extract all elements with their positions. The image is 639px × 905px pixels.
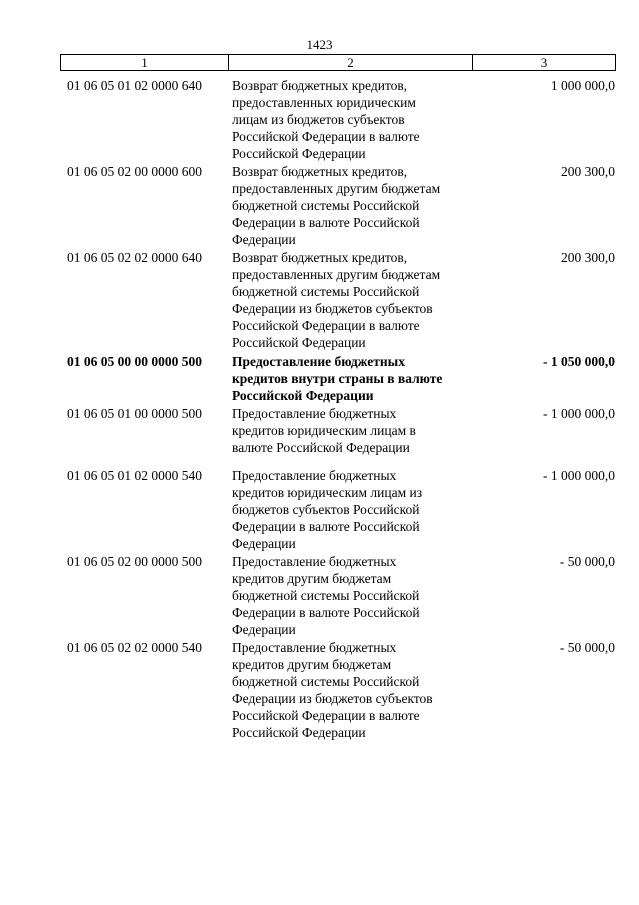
column-header-1: 1 [61,55,229,70]
description-line: Предоставление бюджетных [232,468,397,483]
amount: 200 300,0 [561,250,615,265]
description-line: кредитов внутри страны в валюте [232,371,443,386]
row-description [232,249,472,351]
description-line: Федерации [232,232,296,247]
amount: 200 300,0 [561,164,615,179]
budget-code: 01 06 05 01 02 0000 540 [67,468,202,483]
amount: - 1 000 000,0 [543,406,615,421]
row-description [232,77,472,162]
description-line: лицам из бюджетов субъектов [232,112,405,127]
amount: 1 000 000,0 [550,78,615,93]
description-line: кредитов юридическим лицам в [232,423,416,438]
description-line: Федерации в валюте Российской [232,215,420,230]
budget-code: 01 06 05 01 00 0000 500 [67,406,202,421]
amount: - 1 050 000,0 [543,354,615,369]
description-line: кредитов другим бюджетам [232,571,392,586]
description-line: бюджетной системы Российской [232,674,420,689]
description-line: Предоставление бюджетных [232,640,397,655]
description-line: кредитов юридическим лицам из [232,485,423,500]
description-line: Федерации из бюджетов субъектов [232,301,433,316]
description-line: Федерации в валюте Российской [232,519,420,534]
row-description [232,467,472,552]
description-line: Российской Федерации [232,146,366,161]
page-number: 1423 [306,37,333,52]
row-description [232,553,472,638]
description-line: бюджетной системы Российской [232,588,420,603]
budget-code: 01 06 05 01 02 0000 640 [67,78,202,93]
description-line: Российской Федерации [232,725,366,740]
description-line: Российской Федерации в валюте [232,708,420,723]
description-line: предоставленных другим бюджетам [232,267,441,282]
budget-code: 01 06 05 00 00 0000 500 [67,354,202,369]
description-line: Предоставление бюджетных [232,554,397,569]
description-line: Возврат бюджетных кредитов, [232,164,408,179]
row-description [232,405,472,456]
description-line: Возврат бюджетных кредитов, [232,250,408,265]
description-line: бюджетной системы Российской [232,284,420,299]
description-line: бюджетов субъектов Российской [232,502,420,517]
description-line: кредитов другим бюджетам [232,657,392,672]
description-line: предоставленных другим бюджетам [232,181,441,196]
amount: - 50 000,0 [559,640,615,655]
budget-code: 01 06 05 02 02 0000 540 [67,640,202,655]
description-line: Предоставление бюджетных [232,354,405,369]
budget-code: 01 06 05 02 00 0000 600 [67,164,202,179]
description-line: Российской Федерации [232,335,366,350]
description-line: валюте Российской Федерации [232,440,410,455]
description-line: Федерации [232,622,296,637]
row-description [232,163,472,248]
description-line: Федерации в валюте Российской [232,605,420,620]
description-line: Возврат бюджетных кредитов, [232,78,408,93]
column-header-3: 3 [540,55,548,70]
row-description [232,353,472,404]
row-description [232,639,472,741]
amount: - 1 000 000,0 [543,468,615,483]
description-line: Российской Федерации [232,388,374,403]
description-line: Российской Федерации в валюте [232,318,420,333]
description-line: Предоставление бюджетных [232,406,397,421]
description-line: Российской Федерации в валюте [232,129,420,144]
description-line: бюджетной системы Российской [232,198,420,213]
budget-code: 01 06 05 02 02 0000 640 [67,250,202,265]
amount: - 50 000,0 [559,554,615,569]
table-header [60,54,616,71]
budget-code: 01 06 05 02 00 0000 500 [67,554,202,569]
description-line: Федерации [232,536,296,551]
column-header-2: 2 [229,55,473,70]
description-line: Федерации из бюджетов субъектов [232,691,433,706]
description-line: предоставленных юридическим [232,95,416,110]
